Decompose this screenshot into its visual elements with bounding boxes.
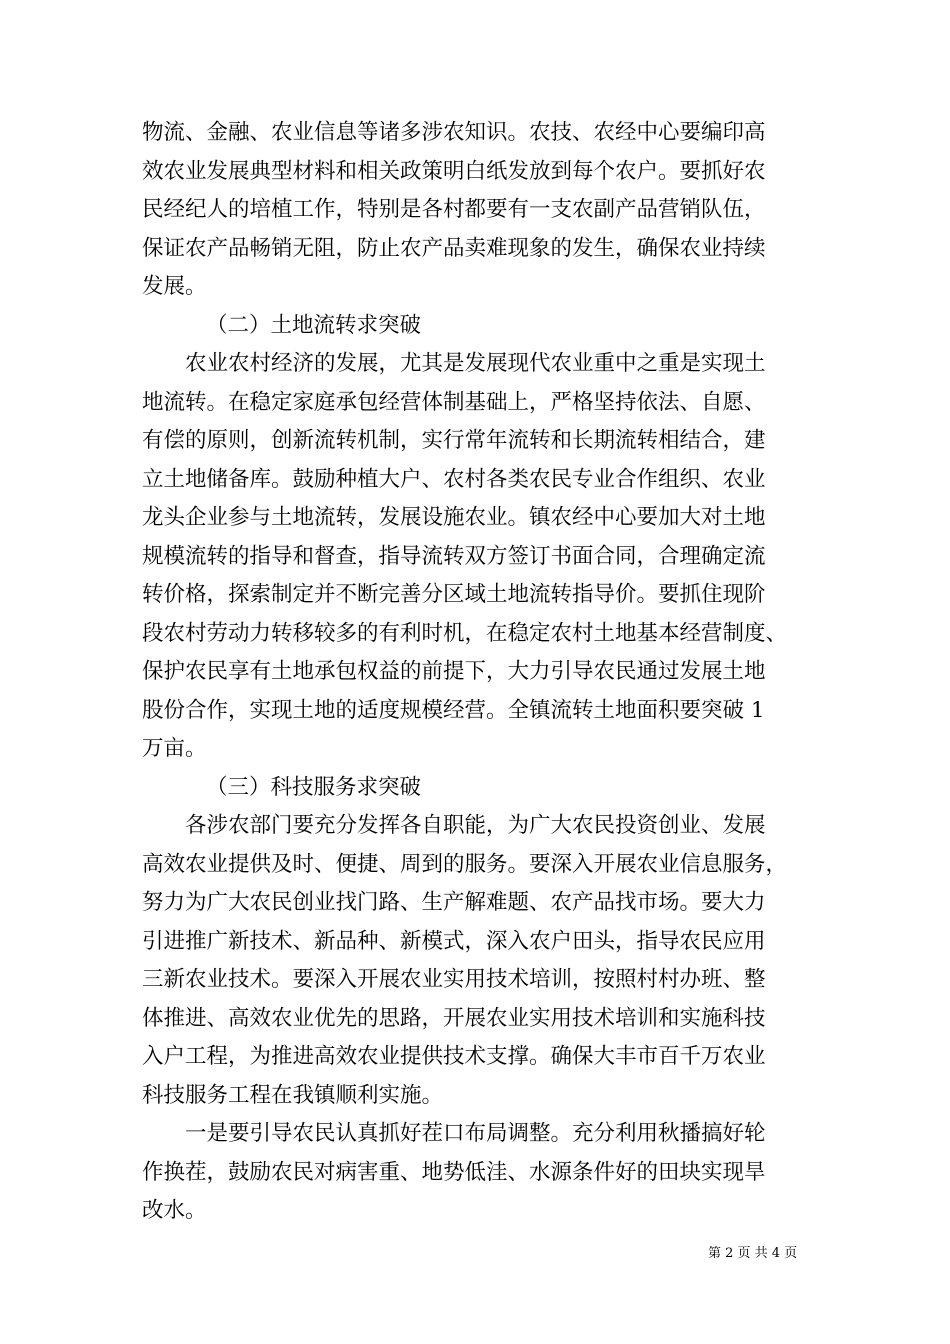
text-line: 万亩。 (142, 736, 207, 761)
text-line: 保护农民享有土地承包权益的前提下，大力引导农民通过发展土地 (142, 659, 766, 684)
text-line: 体推进、高效农业优先的思路，开展农业实用技术培训和实施科技 (142, 1005, 766, 1031)
text-line: 保证农产品畅销无阻，防止农产品卖难现象的发生，确保农业持续 (142, 235, 766, 261)
text-line: 科技服务工程在我镇顺利实施。 (142, 1082, 444, 1108)
text-line: 一是要引导农民认真抓好茬口布局调整。充分利用秋播搞好轮 (185, 1121, 766, 1146)
page-number-footer: 第 2 页 共 4 页 (708, 1246, 798, 1261)
text-line: 农业农村经济的发展，尤其是发展现代农业重中之重是实现土 (185, 351, 766, 376)
text-line: 努力为广大农民创业找门路、生产解难题、农产品找市场。要大力 (142, 890, 766, 915)
section-heading: （三）科技服务求突破 (206, 774, 422, 800)
text-line: 立土地储备库。鼓励种植大户、农村各类农民专业合作组织、农业 (142, 466, 766, 492)
text-line: 入户工程，为推进高效农业提供技术支撑。确保大丰市百千万农业 (142, 1044, 766, 1069)
text-line: 龙头企业参与土地流转，发展设施农业。镇农经中心要加大对土地 (142, 505, 766, 530)
text-line: 各涉农部门要充分发挥各自职能，为广大农民投资创业、发展 (185, 813, 766, 838)
body-text (142, 114, 832, 1231)
text-line: 地流转。在稳定家庭承包经营体制基础上，严格坚持依法、自愿、 (142, 389, 766, 415)
text-line: 效农业发展典型材料和相关政策明白纸发放到每个农户。要抓好农 (142, 158, 766, 184)
text-line: 发展。 (142, 274, 207, 299)
text-line: 作换茬，鼓励农民对病害重、地势低洼、水源条件好的田块实现旱 (142, 1159, 766, 1185)
section-heading: （二）土地流转求突破 (206, 312, 422, 338)
text-line: 股份合作，实现土地的适度规模经营。全镇流转土地面积要突破 1 (142, 697, 765, 723)
text-line: 改水。 (142, 1198, 207, 1223)
text-line: 有偿的原则，创新流转机制，实行常年流转和长期流转相结合，建 (142, 428, 766, 453)
text-line: 民经纪人的培植工作，特别是各村都要有一支农副产品营销队伍， (142, 197, 766, 222)
text-line: 转价格，探索制定并不断完善分区域土地流转指导价。要抓住现阶 (142, 582, 766, 607)
text-line: 三新农业技术。要深入开展农业实用技术培训，按照村村办班、整 (142, 967, 766, 992)
text-line: 引进推广新技术、新品种、新模式，深入农户田头，指导农民应用 (142, 928, 766, 954)
text-line: 段农村劳动力转移较多的有利时机，在稳定农村土地基本经营制度、 (142, 620, 788, 646)
text-line: 物流、金融、农业信息等诸多涉农知识。农技、农经中心要编印高 (142, 120, 766, 145)
text-line: 高效农业提供及时、便捷、周到的服务。要深入开展农业信息服务， (142, 851, 788, 877)
text-line: 规模流转的指导和督查，指导流转双方签订书面合同，合理确定流 (142, 543, 766, 569)
